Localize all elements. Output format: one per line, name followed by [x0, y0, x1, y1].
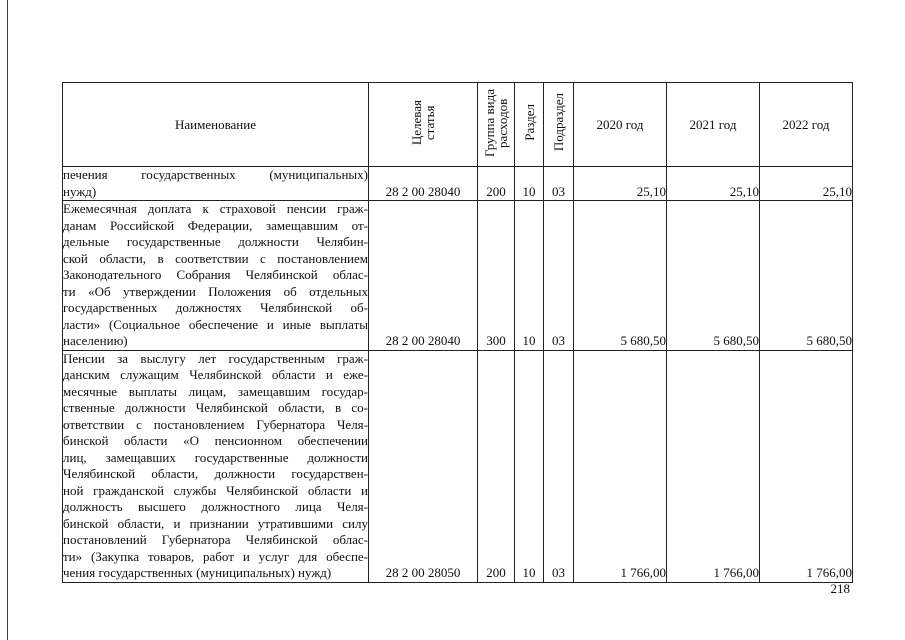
header-name: Наименование [63, 83, 369, 167]
header-expense-group: Группа вида расходов [478, 83, 515, 167]
name-line: бинской области «О пенсионном обеспечении [63, 433, 368, 448]
expense-group-cell: 200 [478, 350, 515, 582]
name-line: должность высшего должностного лица Челя- [63, 499, 368, 514]
budget-table [62, 82, 853, 583]
table-row [63, 350, 853, 582]
header-year-2020: 2020 год [574, 83, 667, 167]
expense-group-cell: 300 [478, 201, 515, 351]
table-header-row [63, 83, 853, 167]
section-cell: 10 [515, 167, 544, 201]
page-number: 218 [830, 581, 850, 596]
row-name-cell [63, 167, 369, 201]
amount-2020-cell: 1 766,00 [574, 350, 667, 582]
amount-2020-cell: 5 680,50 [574, 201, 667, 351]
header-target-article: Целевая статья [369, 83, 478, 167]
table-row [63, 201, 853, 351]
amount-2021-cell: 5 680,50 [667, 201, 760, 351]
amount-2021-cell: 25,10 [667, 167, 760, 201]
name-line: данам Российской Федерации, замещавшим от- [63, 217, 368, 233]
name-line: населению) [63, 333, 128, 348]
name-line: чения государственных (муниципальных) нужд) [63, 565, 332, 580]
name-line: ласти» (Социальное обеспечение и иные выплаты [63, 316, 368, 332]
name-line: ти «Об утверждении Положения об отдельных [63, 283, 368, 299]
name-line: дельные государственные должности Челябин- [63, 234, 368, 249]
name-line: постановлений Губернатора Челябинской облас- [63, 532, 368, 547]
name-line: государственных должностях Челябинской об- [63, 300, 368, 315]
name-line: ти» (Закупка товаров, работ и услуг для обеспе- [63, 548, 368, 564]
target-article-cell: 28 2 00 28040 [369, 201, 478, 351]
name-line: Челябинской области, должности государствен- [63, 466, 368, 481]
left-margin-rule [7, 0, 8, 640]
name-line: месячные выплаты лицам, замещавшим государ- [63, 383, 368, 399]
subsection-cell: 03 [544, 350, 574, 582]
amount-2022-cell: 5 680,50 [760, 201, 853, 351]
row-name-cell [63, 350, 369, 582]
name-line: бинской области, и признании утратившими силу [63, 515, 368, 531]
amount-2022-cell: 25,10 [760, 167, 853, 201]
amount-2022-cell: 1 766,00 [760, 350, 853, 582]
section-cell: 10 [515, 201, 544, 351]
name-line: нужд) [63, 183, 97, 199]
header-year-2022: 2022 год [760, 83, 853, 167]
name-line: Пенсии за выслугу лет государственным граж- [63, 350, 368, 366]
name-line: ственные должности Челябинской области, в со- [63, 400, 368, 415]
subsection-cell: 03 [544, 167, 574, 201]
target-article-cell: 28 2 00 28050 [369, 350, 478, 582]
table-row [63, 167, 853, 201]
name-line: Ежемесячная доплата к страховой пенсии граж- [63, 201, 368, 216]
row-name-cell [63, 201, 369, 351]
header-subsection: Подраздел [544, 83, 574, 167]
table-body [63, 167, 853, 583]
name-line: лиц, замещавших государственные должности [63, 449, 368, 465]
header-year-2021: 2021 год [667, 83, 760, 167]
name-line: ской области, в соответствии с постановлением [63, 250, 368, 266]
name-line: ответствии с постановлением Губернатора Челя- [63, 416, 368, 432]
name-line: данским служащим Челябинской области и еже- [63, 367, 368, 382]
expense-group-cell: 200 [478, 167, 515, 201]
subsection-cell: 03 [544, 201, 574, 351]
header-section: Раздел [515, 83, 544, 167]
name-line: ной гражданской службы Челябинской области и [63, 482, 368, 498]
name-line: Законодательного Собрания Челябинской облас- [63, 267, 368, 282]
section-cell: 10 [515, 350, 544, 582]
amount-2020-cell: 25,10 [574, 167, 667, 201]
name-line: печения государственных (муниципальных) [63, 167, 368, 182]
target-article-cell: 28 2 00 28040 [369, 167, 478, 201]
amount-2021-cell: 1 766,00 [667, 350, 760, 582]
